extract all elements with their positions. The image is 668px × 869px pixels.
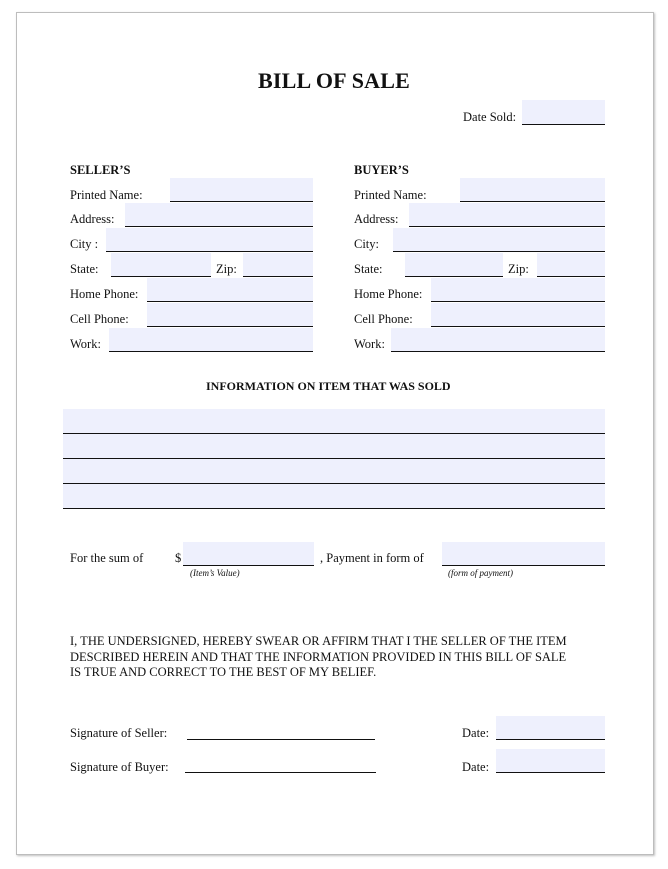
certification-line: IS TRUE AND CORRECT TO THE BEST OF MY BELIEF. xyxy=(70,665,377,679)
seller-zip-field[interactable] xyxy=(243,253,313,277)
form-of-payment-caption: (form of payment) xyxy=(448,568,513,578)
certification-line: DESCRIBED HEREIN AND THAT THE INFORMATION PROVIDED IN THIS BILL OF SALE xyxy=(70,649,567,664)
for-sum-label: For the sum of xyxy=(70,551,144,565)
item-description-line-3[interactable] xyxy=(63,459,605,484)
seller-city-field[interactable] xyxy=(106,228,313,252)
seller-work-field[interactable] xyxy=(109,328,313,352)
items-value-caption: (Item’s Value) xyxy=(190,568,240,578)
seller-date-label: Date: xyxy=(462,726,490,740)
date-sold-field[interactable] xyxy=(522,100,605,125)
buyer-state-label: State: xyxy=(354,262,383,276)
seller-signature-line[interactable] xyxy=(187,716,375,740)
seller-state-label: State: xyxy=(70,262,99,276)
buyer-zip-field[interactable] xyxy=(537,253,605,277)
buyer-cell-phone-field[interactable] xyxy=(431,303,605,327)
certification-statement xyxy=(70,634,590,681)
buyer-state-field[interactable] xyxy=(405,253,503,277)
seller-heading: SELLER’S xyxy=(70,163,131,177)
date-sold-label: Date Sold: xyxy=(463,110,517,124)
seller-cell-phone-label: Cell Phone: xyxy=(70,312,129,326)
buyer-printed-name-field[interactable] xyxy=(460,178,605,202)
items-value-field[interactable] xyxy=(183,542,314,566)
seller-address-field[interactable] xyxy=(125,203,313,227)
payment-form-label: , Payment in form of xyxy=(320,551,424,565)
seller-signature-label: Signature of Seller: xyxy=(70,726,168,740)
buyer-city-label: City: xyxy=(354,237,380,251)
seller-state-field[interactable] xyxy=(111,253,211,277)
buyer-zip-label: Zip: xyxy=(508,262,529,276)
buyer-address-field[interactable] xyxy=(409,203,605,227)
buyer-signature-date-field[interactable] xyxy=(496,749,605,773)
buyer-work-label: Work: xyxy=(354,337,385,351)
buyer-signature-line[interactable] xyxy=(185,749,376,773)
buyer-address-label: Address: xyxy=(354,212,399,226)
seller-printed-name-field[interactable] xyxy=(170,178,313,202)
document-title: BILL OF SALE xyxy=(258,68,410,93)
buyer-cell-phone-label: Cell Phone: xyxy=(354,312,413,326)
seller-signature-date-field[interactable] xyxy=(496,716,605,740)
seller-work-label: Work: xyxy=(70,337,101,351)
item-description-line-4[interactable] xyxy=(63,484,605,509)
currency-symbol: $ xyxy=(175,551,182,565)
buyer-home-phone-field[interactable] xyxy=(431,278,605,302)
item-description-line-1[interactable] xyxy=(63,409,605,434)
buyer-home-phone-label: Home Phone: xyxy=(354,287,423,301)
item-description-line-2[interactable] xyxy=(63,434,605,459)
buyer-work-field[interactable] xyxy=(391,328,605,352)
buyer-heading: BUYER’S xyxy=(354,163,409,177)
seller-home-phone-label: Home Phone: xyxy=(70,287,139,301)
certification-line: I, THE UNDERSIGNED, HEREBY SWEAR OR AFFIRM THAT I THE SELLER OF THE ITEM xyxy=(70,634,567,648)
buyer-city-field[interactable] xyxy=(393,228,605,252)
seller-home-phone-field[interactable] xyxy=(147,278,313,302)
seller-printed-name-label: Printed Name: xyxy=(70,188,143,202)
seller-cell-phone-field[interactable] xyxy=(147,303,313,327)
buyer-printed-name-label: Printed Name: xyxy=(354,188,427,202)
seller-city-label: City : xyxy=(70,237,99,251)
buyer-date-label: Date: xyxy=(462,760,490,774)
seller-address-label: Address: xyxy=(70,212,115,226)
item-section-heading: INFORMATION ON ITEM THAT WAS SOLD xyxy=(206,379,451,393)
buyer-signature-label: Signature of Buyer: xyxy=(70,760,169,774)
form-of-payment-field[interactable] xyxy=(442,542,605,566)
seller-zip-label: Zip: xyxy=(216,262,237,276)
